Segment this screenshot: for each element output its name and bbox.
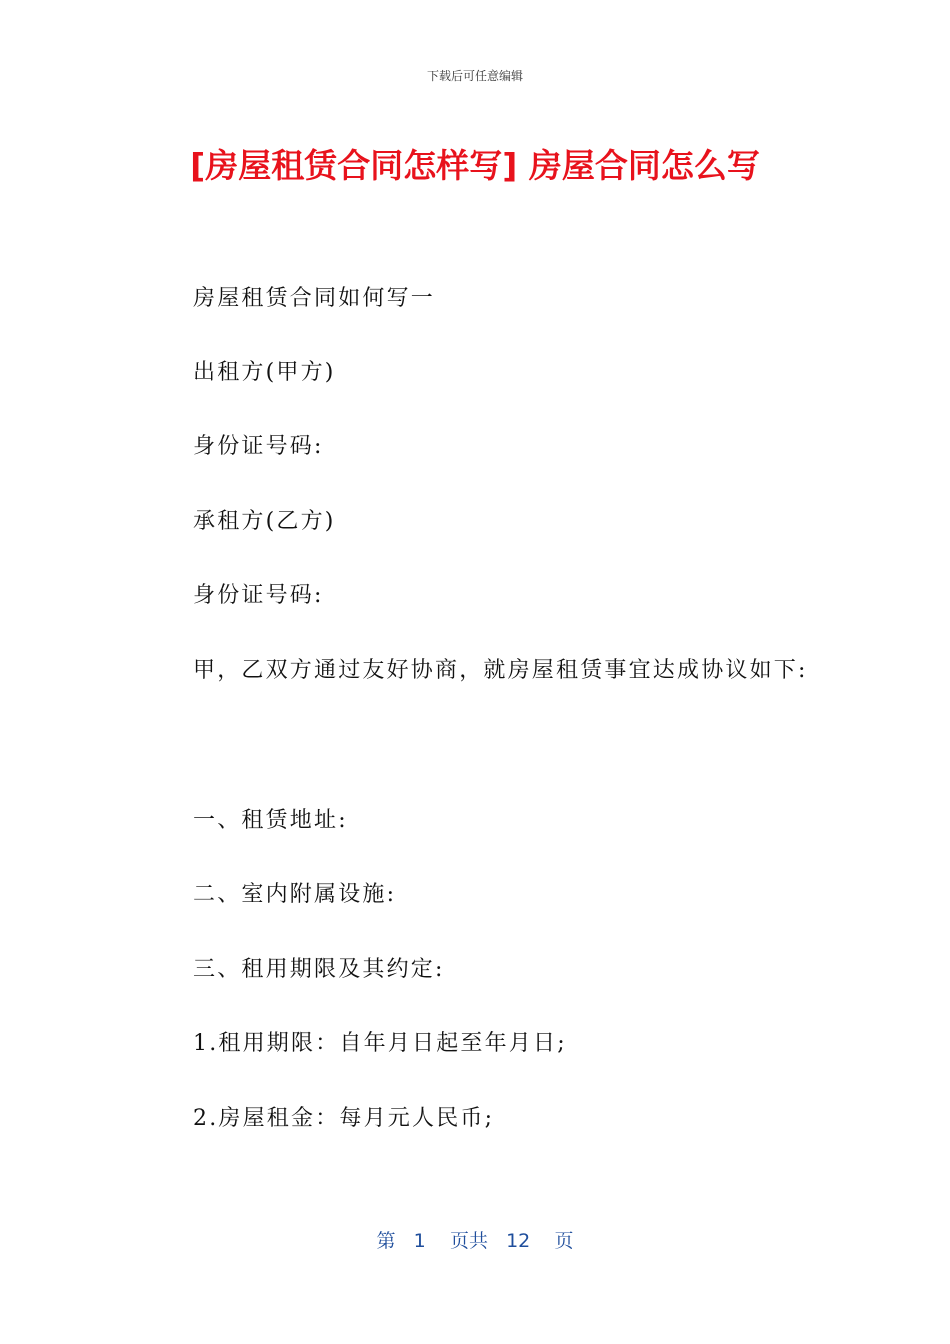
paragraph-clause-facilities: 二、室内附属设施: (193, 882, 397, 907)
paragraph-term-period: 1.租用期限：自年月日起至年月日; (193, 1031, 567, 1056)
paragraph-clause-address: 一、租赁地址: (193, 808, 348, 833)
paragraph-lessee-id: 身份证号码: (193, 583, 324, 608)
paragraph-rent: 2.房屋租金：每月元人民币; (193, 1106, 495, 1131)
header-note: 下载后可任意编辑 (426, 69, 523, 83)
paragraph-lessor: 出租方(甲方) (193, 360, 336, 385)
paragraph-agreement: 甲，乙双方通过友好协商，就房屋租赁事宜达成协议如下: (193, 658, 808, 683)
paragraph-lessor-id: 身份证号码: (193, 434, 324, 459)
paragraph-clause-term: 三、租用期限及其约定: (193, 957, 445, 982)
footer-middle: 页共 (449, 1230, 488, 1252)
page-footer (0, 1226, 950, 1253)
footer-prefix: 第 (376, 1230, 396, 1252)
footer-suffix: 页 (554, 1230, 574, 1252)
paragraph-heading: 房屋租赁合同如何写一 (193, 286, 436, 311)
footer-total-pages: 12 (506, 1230, 531, 1252)
paragraph-lessee: 承租方(乙方) (193, 509, 336, 534)
document-title: [房屋租赁合同怎样写] 房屋合同怎么写 (190, 146, 760, 185)
footer-current-page: 1 (413, 1230, 426, 1252)
